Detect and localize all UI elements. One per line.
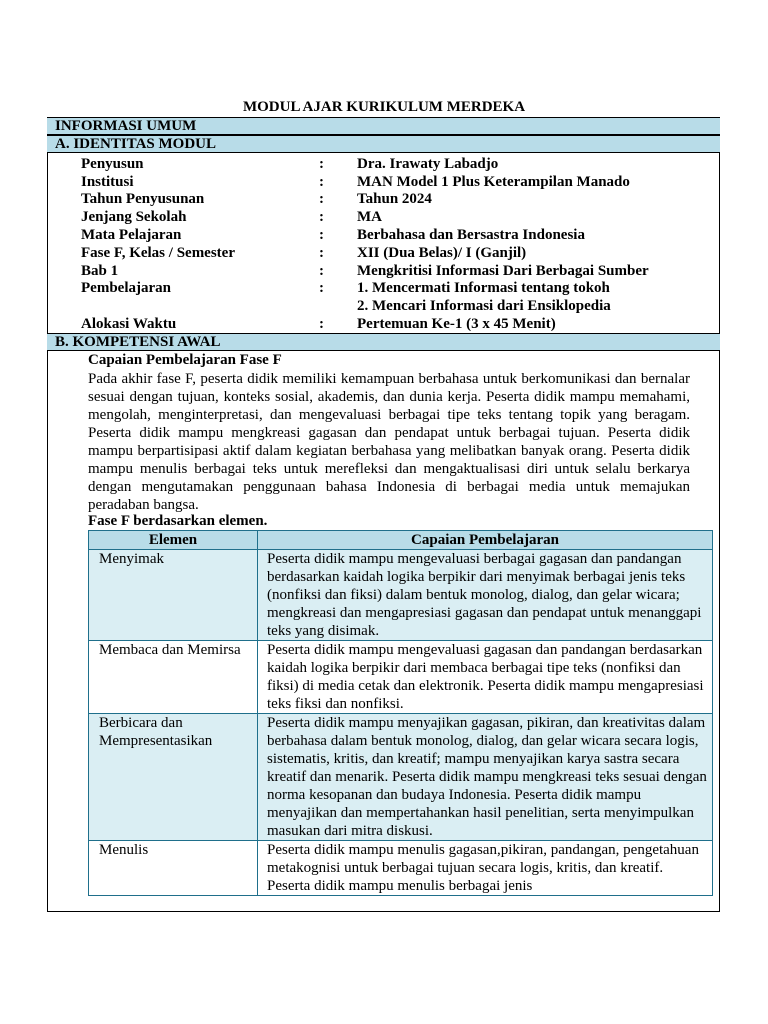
identitas-value: MAN Model 1 Plus Keterampilan Manado xyxy=(357,174,630,190)
elemen-heading: Fase F berdasarkan elemen. xyxy=(88,513,268,529)
identitas-colon: : xyxy=(319,316,324,332)
capaian-cell: Peserta didik mampu menulis gagasan,pikiran, pandangan, pengetahuan metakognisi untuk berbagai tujuan secara logis, kritis, dan kreatif. Peserta didik mampu menulis berbagai jenis xyxy=(258,841,713,896)
capaian-cell: Peserta didik mampu menyajikan gagasan, pikiran, dan kreativitas dalam berbahasa dalam bentuk monolog, dialog, dan gelar wicara secara logis, sistematis, kritis, dan kreatif; mampu menyajikan karya sastra secara kreatif dan menarik. Peserta didik mampu mengkreasi teks sesuai dengan norma kesopanan dan budaya Indonesia. Peserta didik mampu menyajikan dan mempertahankan hasil penelitian, serta menyimpulkan masukan dari mitra diskusi. xyxy=(258,714,713,841)
identitas-value: Dra. Irawaty Labadjo xyxy=(357,156,499,172)
identitas-colon: : xyxy=(319,156,324,172)
identitas-value: 2. Mencari Informasi dari Ensiklopedia xyxy=(357,298,611,314)
identitas-label: Institusi xyxy=(81,174,134,190)
capaian-table xyxy=(88,530,713,896)
identitas-colon: : xyxy=(319,209,324,225)
identitas-row xyxy=(81,226,721,244)
section-kompetensi-awal: B. KOMPETENSI AWAL xyxy=(47,333,720,351)
identitas-value: MA xyxy=(357,209,382,225)
table-row xyxy=(89,841,713,896)
elemen-cell: Menulis xyxy=(89,841,258,896)
identitas-row xyxy=(81,244,721,262)
capaian-paragraph: Pada akhir fase F, peserta didik memiliki kemampuan berbahasa untuk berkomunikasi dan bernalar sesuai dengan tujuan, konteks sosial, akademis, dan dunia kerja. Peserta didik mampu memahami, mengolah, menginterpretasi, dan mengevaluasi berbagai tipe teks tentang topik yang beragam. Peserta didik mampu mengkreasi gagasan dan pendapat untuk berbagai tujuan. Peserta didik mampu berpartisipasi aktif dalam kegiatan berbahasa yang melibatkan banyak orang. Peserta didik mampu menulis berbagai teks untuk merefleksi dan mengaktualisasi diri untuk selalu berkarya dengan mengutamakan penggunaan bahasa Indonesia di berbagai media untuk memajukan peradaban bangsa. xyxy=(88,371,690,513)
identitas-value: XII (Dua Belas)/ I (Ganjil) xyxy=(357,245,527,261)
identitas-label: Penyusun xyxy=(81,156,144,172)
identitas-value: Mengkritisi Informasi Dari Berbagai Sumber xyxy=(357,263,649,279)
capaian-cell: Peserta didik mampu mengevaluasi berbagai gagasan dan pandangan berdasarkan kaidah logika berpikir dari menyimak berbagai jenis teks (nonfiksi dan fiksi) dalam bentuk monolog, dialog, dan gelar wicara; mengkreasi dan mengapresiasi gagasan dan pendapat untuk menanggapi teks yang disimak. xyxy=(258,550,713,641)
identitas-row xyxy=(81,315,721,333)
identitas-label: Fase F, Kelas / Semester xyxy=(81,245,235,261)
identitas-row xyxy=(81,262,721,280)
identitas-row xyxy=(81,173,721,191)
table-row xyxy=(89,714,713,841)
table-header-row xyxy=(89,531,713,550)
identitas-colon: : xyxy=(319,280,324,296)
table-row xyxy=(89,641,713,714)
identitas-value: Tahun 2024 xyxy=(357,191,432,207)
capaian-cell: Peserta didik mampu mengevaluasi gagasan dan pandangan berdasarkan kaidah logika berpikir dari membaca berbagai tipe teks (nonfiksi dan fiksi) di media cetak dan elektronik. Peserta didik mampu mengapresiasi teks fiksi dan nonfiksi. xyxy=(258,641,713,714)
identitas-label: Bab 1 xyxy=(81,263,119,279)
identitas-colon: : xyxy=(319,174,324,190)
identitas-row xyxy=(81,155,721,173)
identitas-row xyxy=(81,297,721,315)
identitas-row xyxy=(81,279,721,297)
capaian-table-viewport xyxy=(88,530,713,911)
identitas-label: Jenjang Sekolah xyxy=(81,209,187,225)
elemen-cell: Berbicara dan Mempresentasikan xyxy=(89,714,258,841)
identitas-colon: : xyxy=(319,263,324,279)
identitas-value: 1. Mencermati Informasi tentang tokoh xyxy=(357,280,610,296)
identitas-colon: : xyxy=(319,191,324,207)
section-identitas-modul: A. IDENTITAS MODUL xyxy=(47,135,720,153)
column-header-capaian: Capaian Pembelajaran xyxy=(258,531,713,550)
identitas-label: Alokasi Waktu xyxy=(81,316,177,332)
identitas-label: Pembelajaran xyxy=(81,280,171,296)
identitas-row xyxy=(81,208,721,226)
column-header-elemen: Elemen xyxy=(89,531,258,550)
section-informasi-umum: INFORMASI UMUM xyxy=(47,117,720,135)
table-row xyxy=(89,550,713,641)
elemen-cell: Menyimak xyxy=(89,550,258,641)
identitas-row xyxy=(81,190,721,208)
identitas-label: Mata Pelajaran xyxy=(81,227,182,243)
identitas-colon: : xyxy=(319,227,324,243)
identitas-value: Berbahasa dan Bersastra Indonesia xyxy=(357,227,585,243)
identitas-colon: : xyxy=(319,245,324,261)
identitas-label: Tahun Penyusunan xyxy=(81,191,205,207)
capaian-heading: Capaian Pembelajaran Fase F xyxy=(88,352,282,368)
elemen-cell: Membaca dan Memirsa xyxy=(89,641,258,714)
document-title: MODUL AJAR KURIKULUM MERDEKA xyxy=(242,99,526,115)
identitas-value: Pertemuan Ke-1 (3 x 45 Menit) xyxy=(357,316,556,332)
